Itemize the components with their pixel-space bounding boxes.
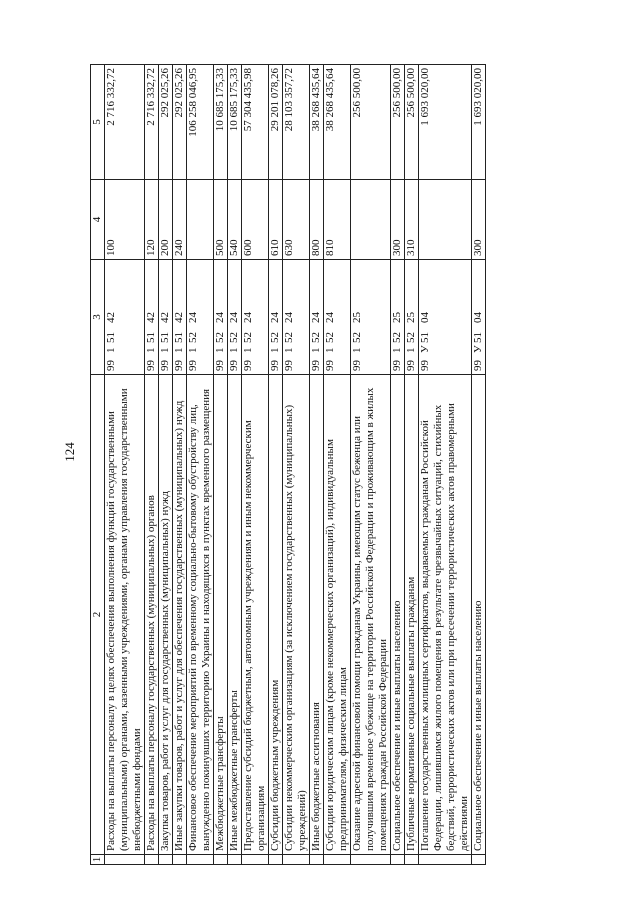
row-code xyxy=(187,260,214,375)
page-number: 124 xyxy=(61,442,77,462)
row-description: Предоставление субсидий бюджетным, автономным учреждениям и иным некоммерческим организациям xyxy=(242,375,269,855)
row-sum: 29 201 078,26 xyxy=(269,65,283,180)
row-blank-cell xyxy=(242,855,269,865)
row-blank-cell xyxy=(405,855,419,865)
row-sum: 256 500,00 xyxy=(351,65,391,180)
row-code-part: 51 xyxy=(419,332,431,343)
rotated-table-container xyxy=(90,65,595,865)
table-row xyxy=(324,65,351,865)
row-description: Иные закупки товаров, работ и услуг для обеспечения государственных (муниципальных) нужд xyxy=(173,375,187,855)
row-code xyxy=(159,260,173,375)
row-sum: 57 304 435,98 xyxy=(242,65,269,180)
row-blank-cell xyxy=(472,855,486,865)
row-code-part: 24 xyxy=(214,312,226,323)
row-code xyxy=(173,260,187,375)
row-code-part: 99 xyxy=(419,360,431,371)
row-code-part: 99 xyxy=(472,360,484,371)
row-code-part: 51 xyxy=(159,332,171,343)
row-code-part: 99 xyxy=(405,360,417,371)
table-row xyxy=(145,65,159,865)
row-code-part: 25 xyxy=(351,312,363,323)
table-row xyxy=(472,65,486,865)
row-expense-type: 200 xyxy=(159,180,173,260)
row-blank-cell xyxy=(310,855,324,865)
table-row xyxy=(214,65,228,865)
row-code xyxy=(391,260,405,375)
row-code xyxy=(310,260,324,375)
row-description: Закупка товаров, работ и услуг для государственных (муниципальных) нужд xyxy=(159,375,173,855)
row-blank-cell xyxy=(228,855,242,865)
table-row xyxy=(351,65,391,865)
row-code-part: 04 xyxy=(419,312,431,323)
row-code-part: 51 xyxy=(472,332,484,343)
row-blank-cell xyxy=(214,855,228,865)
row-description: Оказание адресной финансовой помощи гражданам Украины, имеющим статус беженца или получившим временное убежище на территории Российской Федерации и проживающим в жилых помещениях граждан Российской Федерации xyxy=(351,375,391,855)
row-code-part: 52 xyxy=(214,332,226,343)
row-expense-type: 120 xyxy=(145,180,159,260)
row-code-part: 24 xyxy=(269,312,281,323)
table-row xyxy=(269,65,283,865)
row-code xyxy=(242,260,269,375)
row-sum: 28 103 357,72 xyxy=(283,65,310,180)
row-code-part: 99 xyxy=(159,360,171,371)
row-code-part: 1 xyxy=(283,347,295,353)
row-code-part: 52 xyxy=(242,332,254,343)
row-sum: 1 693 020,00 xyxy=(419,65,472,180)
row-blank-cell xyxy=(269,855,283,865)
row-code-part: 42 xyxy=(145,312,157,323)
row-code-part: 1 xyxy=(105,347,117,353)
row-blank-cell xyxy=(173,855,187,865)
row-code xyxy=(269,260,283,375)
row-code-part: 52 xyxy=(391,332,403,343)
row-code xyxy=(105,260,145,375)
row-expense-type xyxy=(419,180,472,260)
header-col-2: 2 xyxy=(91,375,105,855)
row-code-part: 99 xyxy=(324,360,336,371)
row-code-part: 99 xyxy=(187,360,199,371)
row-code-part: 52 xyxy=(351,332,363,343)
header-col-3: 3 xyxy=(91,260,105,375)
row-expense-type: 300 xyxy=(472,180,486,260)
row-description: Публичные нормативные социальные выплаты гражданам xyxy=(405,375,419,855)
row-code-part: 52 xyxy=(269,332,281,343)
row-code-part: 99 xyxy=(269,360,281,371)
row-sum: 10 685 175,33 xyxy=(214,65,228,180)
row-sum: 38 268 435,64 xyxy=(324,65,351,180)
row-expense-type: 100 xyxy=(105,180,145,260)
row-code-part: 24 xyxy=(242,312,254,323)
header-col-5: 5 xyxy=(91,65,105,180)
row-code-part: 51 xyxy=(105,332,117,343)
row-expense-type: 810 xyxy=(324,180,351,260)
row-blank-cell xyxy=(391,855,405,865)
row-code-part: 42 xyxy=(173,312,185,323)
row-code-part: 24 xyxy=(310,312,322,323)
row-code-part: 52 xyxy=(324,332,336,343)
row-code xyxy=(405,260,419,375)
row-description: Иные межбюджетные трансферты xyxy=(228,375,242,855)
row-description: Субсидии бюджетным учреждениям xyxy=(269,375,283,855)
row-code-part: 99 xyxy=(214,360,226,371)
row-blank-cell xyxy=(283,855,310,865)
row-code xyxy=(324,260,351,375)
row-sum: 10 685 175,33 xyxy=(228,65,242,180)
row-sum: 292 025,26 xyxy=(159,65,173,180)
row-code-part: 24 xyxy=(187,312,199,323)
row-code-part: 24 xyxy=(283,312,295,323)
table-row xyxy=(228,65,242,865)
row-blank-cell xyxy=(159,855,173,865)
table-row xyxy=(187,65,214,865)
table-row xyxy=(419,65,472,865)
row-sum: 256 500,00 xyxy=(391,65,405,180)
row-code-part: У xyxy=(419,345,431,353)
row-code-part: 1 xyxy=(145,347,157,353)
table-row xyxy=(391,65,405,865)
header-col-4: 4 xyxy=(91,180,105,260)
row-code-part: 99 xyxy=(145,360,157,371)
row-expense-type: 610 xyxy=(269,180,283,260)
row-code-part: 1 xyxy=(405,347,417,353)
row-expense-type: 540 xyxy=(228,180,242,260)
row-code-part: 99 xyxy=(283,360,295,371)
row-code-part: 25 xyxy=(391,312,403,323)
row-expense-type: 630 xyxy=(283,180,310,260)
row-code xyxy=(145,260,159,375)
row-code-part: 51 xyxy=(173,332,185,343)
row-description: Погашение государственных жилищных сертификатов, выдаваемых гражданам Российской Федерации, лишившимся жилого помещения в результате чрезвычайных ситуаций, стихийных бедствий, террористических актов или при пресечении террористических актов правомерными действиями xyxy=(419,375,472,855)
row-blank-cell xyxy=(105,855,145,865)
table-row xyxy=(405,65,419,865)
row-code-part: 1 xyxy=(391,347,403,353)
row-code-part: 99 xyxy=(242,360,254,371)
table-row xyxy=(242,65,269,865)
row-description: Социальное обеспечение и иные выплаты населению xyxy=(472,375,486,855)
row-blank-cell xyxy=(351,855,391,865)
row-expense-type: 500 xyxy=(214,180,228,260)
row-code xyxy=(472,260,486,375)
row-expense-type: 310 xyxy=(405,180,419,260)
row-description: Социальное обеспечение и иные выплаты населению xyxy=(391,375,405,855)
row-code-part: 52 xyxy=(405,332,417,343)
budget-table xyxy=(90,64,486,865)
row-code-part: 1 xyxy=(159,347,171,353)
row-expense-type: 300 xyxy=(391,180,405,260)
table-row xyxy=(159,65,173,865)
row-code xyxy=(419,260,472,375)
row-code-part: 99 xyxy=(228,360,240,371)
row-expense-type: 800 xyxy=(310,180,324,260)
row-expense-type: 600 xyxy=(242,180,269,260)
row-blank-cell xyxy=(187,855,214,865)
row-sum: 2 716 332,72 xyxy=(105,65,145,180)
row-code-part: 99 xyxy=(391,360,403,371)
row-sum: 106 258 046,95 xyxy=(187,65,214,180)
table-row xyxy=(173,65,187,865)
row-code-part: 1 xyxy=(173,347,185,353)
row-sum: 1 693 020,00 xyxy=(472,65,486,180)
row-blank-cell xyxy=(324,855,351,865)
row-code-part: 1 xyxy=(324,347,336,353)
row-description: Финансовое обеспечение мероприятий по временному социально-бытовому обустройству лиц, вынужденно покинувших территорию Украины и находящихся в пунктах временного размещения xyxy=(187,375,214,855)
row-code xyxy=(228,260,242,375)
header-row xyxy=(91,65,105,865)
row-code-part: 99 xyxy=(310,360,322,371)
row-description: Субсидии некоммерческим организациям (за исключением государственных (муниципальных) учреждений) xyxy=(283,375,310,855)
row-code-part: 1 xyxy=(269,347,281,353)
row-code-part: 1 xyxy=(228,347,240,353)
table-row xyxy=(105,65,145,865)
row-code-part: 52 xyxy=(228,332,240,343)
row-code-part: 52 xyxy=(310,332,322,343)
row-code-part: 52 xyxy=(187,332,199,343)
row-code-part: 24 xyxy=(324,312,336,323)
row-code xyxy=(283,260,310,375)
row-code-part: У xyxy=(472,345,484,353)
row-sum: 38 268 435,64 xyxy=(310,65,324,180)
row-code-part: 51 xyxy=(145,332,157,343)
row-blank-cell xyxy=(419,855,472,865)
row-expense-type: 240 xyxy=(173,180,187,260)
row-sum: 292 025,26 xyxy=(173,65,187,180)
row-expense-type xyxy=(351,180,391,260)
row-code-part: 99 xyxy=(351,360,363,371)
row-code-part: 04 xyxy=(472,312,484,323)
row-code-part: 42 xyxy=(159,312,171,323)
row-description: Иные бюджетные ассигнования xyxy=(310,375,324,855)
row-code-part: 52 xyxy=(283,332,295,343)
row-code-part: 24 xyxy=(228,312,240,323)
row-code-part: 99 xyxy=(173,360,185,371)
row-description: Расходы на выплаты персоналу в целях обеспечения выполнения функций государственными (муниципальными) органами, казенными учреждениями, органами управления государственными внебюджетными фондами xyxy=(105,375,145,855)
row-code xyxy=(351,260,391,375)
row-code-part: 1 xyxy=(187,347,199,353)
table-row xyxy=(310,65,324,865)
row-sum: 2 716 332,72 xyxy=(145,65,159,180)
row-code-part: 1 xyxy=(351,347,363,353)
row-code-part: 1 xyxy=(242,347,254,353)
row-code xyxy=(214,260,228,375)
row-code-part: 25 xyxy=(405,312,417,323)
row-description: Расходы на выплаты персоналу государственных (муниципальных) органов xyxy=(145,375,159,855)
row-sum: 256 500,00 xyxy=(405,65,419,180)
row-code-part: 99 xyxy=(105,360,117,371)
row-code-part: 42 xyxy=(105,312,117,323)
row-blank-cell xyxy=(145,855,159,865)
table-row xyxy=(283,65,310,865)
row-description: Межбюджетные трансферты xyxy=(214,375,228,855)
row-code-part: 1 xyxy=(310,347,322,353)
header-col-1: 1 xyxy=(91,855,105,865)
row-description: Субсидии юридическим лицам (кроме некоммерческих организаций), индивидуальным предпринимателям, физическим лицам xyxy=(324,375,351,855)
row-code-part: 1 xyxy=(214,347,226,353)
row-expense-type xyxy=(187,180,214,260)
